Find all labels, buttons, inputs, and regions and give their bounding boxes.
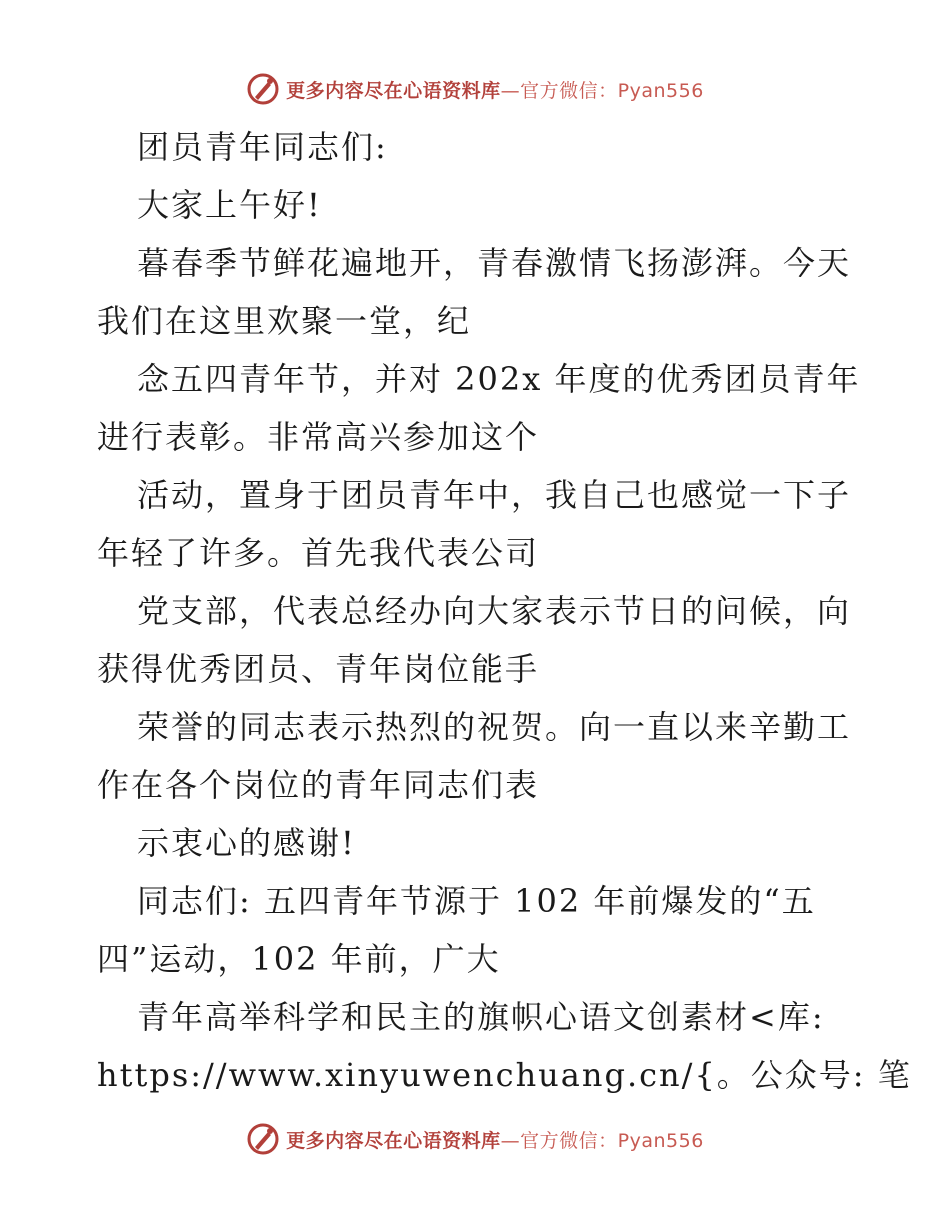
pen-logo-icon xyxy=(246,1122,280,1156)
body-line: 进行表彰。非常高兴参加这个 xyxy=(97,418,540,456)
banner-text-rest: —官方微信：Pyan556 xyxy=(500,79,704,102)
body-line: 同志们: 五四青年节源于 102 年前爆发的“五 xyxy=(137,882,816,920)
body-line: https://www.xinyuwenchuang.cn/{。公众号: 笔 xyxy=(97,1056,912,1094)
pen-logo-icon xyxy=(246,72,280,106)
banner-text-bold: 更多内容尽在心语资料库 xyxy=(286,79,501,102)
body-line: 大家上午好! xyxy=(137,186,322,224)
body-line: 我们在这里欢聚一堂，纪 xyxy=(97,302,472,340)
body-line: 荣誉的同志表示热烈的祝贺。向一直以来辛勤工 xyxy=(137,708,852,746)
body-line: 获得优秀团员、青年岗位能手 xyxy=(97,650,540,688)
header-watermark xyxy=(0,72,950,106)
body-line: 年轻了许多。首先我代表公司 xyxy=(97,534,540,572)
body-line: 念五四青年节，并对 202x 年度的优秀团员青年 xyxy=(137,360,861,398)
body-line: 团员青年同志们: xyxy=(137,128,388,166)
banner-text-rest: —官方微信：Pyan556 xyxy=(500,1129,704,1152)
body-line: 活动，置身于团员青年中，我自己也感觉一下子 xyxy=(137,476,852,514)
body-line: 示衷心的感谢! xyxy=(137,824,356,862)
body-line: 党支部，代表总经办向大家表示节日的问候，向 xyxy=(137,592,852,630)
body-line: 暮春季节鲜花遍地开，青春激情飞扬澎湃。今天 xyxy=(137,244,852,282)
body-line: 四”运动，102 年前，广大 xyxy=(97,940,501,978)
body-line: 青年高举科学和民主的旗帜心语文创素材<库: xyxy=(137,998,825,1036)
footer-watermark xyxy=(0,1122,950,1156)
banner-text-bold: 更多内容尽在心语资料库 xyxy=(286,1129,501,1152)
body-line: 作在各个岗位的青年同志们表 xyxy=(97,766,540,804)
